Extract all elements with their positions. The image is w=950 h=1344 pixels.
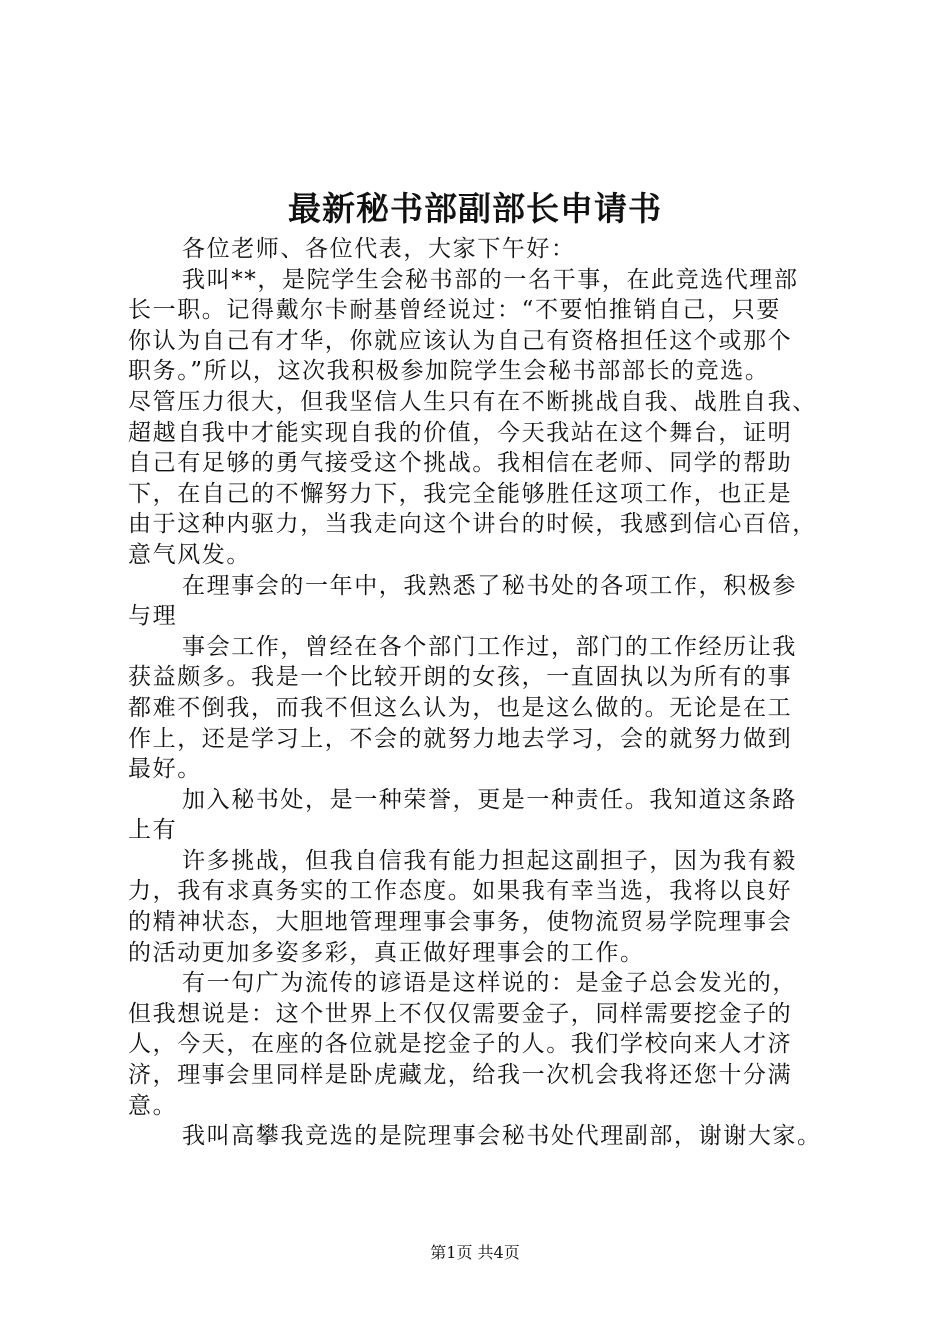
text-line: 尽管压力很大，但我坚信人生只有在不断挑战自我、战胜自我、: [128, 388, 817, 415]
text-line: 我叫**，是院学生会秘书部的一名干事，在此竞选代理部: [182, 266, 799, 293]
text-line: 获益颇多。我是一个比较开朗的女孩，一直固执以为所有的事: [128, 664, 793, 691]
text-line: 最好。: [128, 756, 202, 783]
text-line: 自己有足够的勇气接受这个挑战。我相信在老师、同学的帮助: [128, 450, 793, 477]
text-line: 事会工作，曾经在各个部门工作过，部门的工作经历让我: [182, 633, 797, 660]
text-line: 人，今天，在座的各位就是挖金子的人。我们学校向来人才济: [128, 1031, 793, 1058]
text-line: 上有: [128, 817, 178, 844]
text-line: 我叫高攀我竞选的是院理事会秘书处代理副部，谢谢大家。: [182, 1123, 822, 1150]
text-line: 作上，还是学习上，不会的就努力地去学习，会的就努力做到: [128, 725, 793, 752]
text-line: 由于这种内驱力，当我走向这个讲台的时候，我感到信心百倍，: [128, 511, 817, 538]
text-line: 在理事会的一年中，我熟悉了秘书处的各项工作，积极参: [182, 572, 797, 599]
text-line: 都难不倒我，而我不但这么认为，也是这么做的。无论是在工: [128, 694, 793, 721]
text-line: 加入秘书处，是一种荣誉，更是一种责任。我知道这条路: [182, 786, 797, 813]
text-line: 但我想说是：这个世界上不仅仅需要金子，同样需要挖金子的: [128, 1000, 793, 1027]
document-body: [128, 234, 844, 1152]
text-line: 力，我有求真务实的工作态度。如果我有幸当选，我将以良好: [128, 878, 793, 905]
document-title: 最新秘书部副部长申请书: [288, 189, 662, 228]
text-line: 职务。”所以，这次我积极参加院学生会秘书部部长的竞选。: [128, 358, 770, 385]
text-line: 意气风发。: [128, 541, 251, 568]
text-line: 下，在自己的不懈努力下，我完全能够胜任这项工作，也正是: [128, 480, 793, 507]
text-line: 有一句广为流传的谚语是这样说的：是金子总会发光的，: [182, 970, 797, 997]
text-line: 济，理事会里同样是卧虎藏龙，给我一次机会我将还您十分满: [128, 1062, 793, 1089]
text-line: 意。: [128, 1092, 178, 1119]
text-line: 超越自我中才能实现自我的价值，今天我站在这个舞台，证明: [128, 419, 793, 446]
page-footer: 第1页 共4页: [430, 1243, 520, 1262]
text-line: 你认为自己有才华，你就应该认为自己有资格担任这个或那个: [128, 327, 793, 354]
text-line: 各位老师、各位代表，大家下午好：: [182, 236, 576, 262]
text-line: 的精神状态，大胆地管理理事会事务，使物流贸易学院理事会: [128, 909, 793, 936]
text-line: 许多挑战，但我自信我有能力担起这副担子，因为我有毅: [182, 847, 797, 874]
text-line: 的活动更加多姿多彩，真正做好理事会的工作。: [128, 939, 645, 966]
text-line: 与理: [128, 603, 178, 630]
text-line: 长一职。记得戴尔卡耐基曾经说过：“不要怕推销自己，只要: [128, 297, 781, 324]
